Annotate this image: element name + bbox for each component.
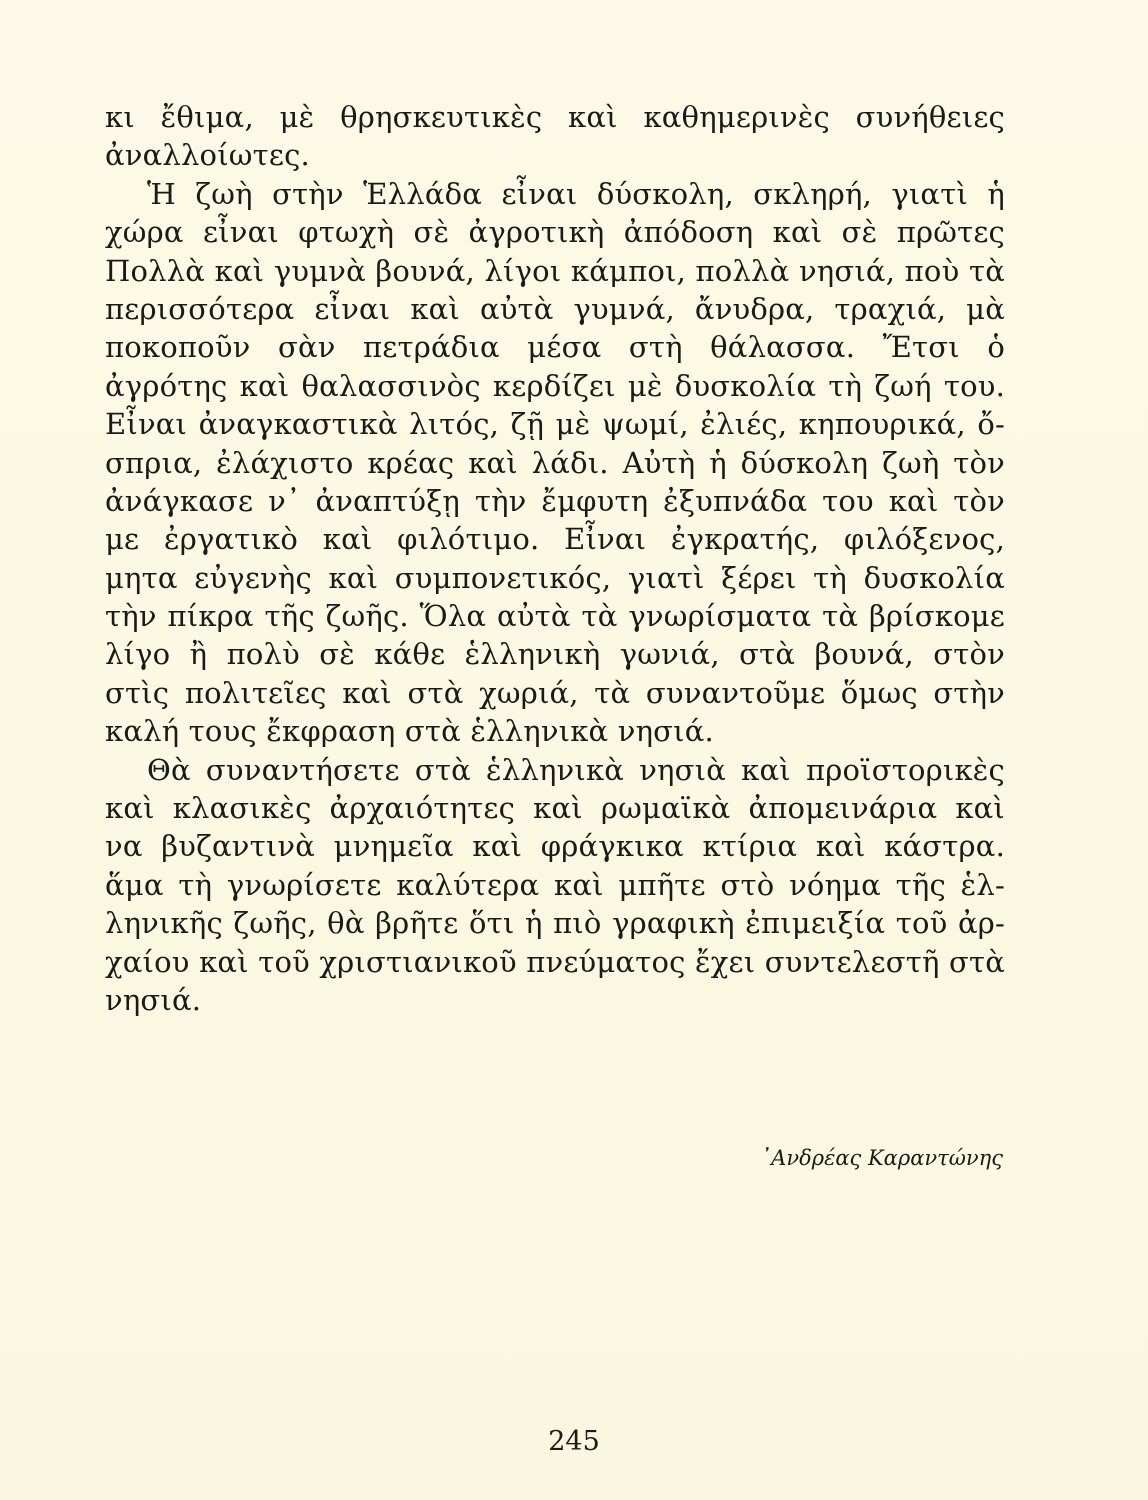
text-line: περισσότερα εἶναι καὶ αὐτὰ γυμνά, ἄνυδρα, τραχιά, μὰ: [105, 291, 1005, 326]
text-line: ἀνάγκασε ν᾽ ἀναπτύξῃ τὴν ἔμφυτη ἐξυπνάδα του καὶ τὸν: [105, 483, 1005, 518]
text-line: καλή τους ἔκφραση στὰ ἑλληνικὰ νησιά.: [105, 714, 714, 749]
text-line: μητα εὐγενὴς καὶ συμπονετικός, γιατὶ ξέρει τὴ δυσκολία: [105, 560, 1005, 595]
text-line: νησιά.: [105, 982, 202, 1017]
text-line: ἀγρότης καὶ θαλασσινὸς κερδίζει μὲ δυσκολία τὴ ζωή του.: [105, 368, 1005, 403]
text-line: χώρα εἶναι φτωχὴ σὲ ἀγροτικὴ ἀπόδοση καὶ σὲ πρῶτες: [105, 215, 1005, 250]
body-text: [105, 98, 1005, 1019]
text-line: Ἡ ζωὴ στὴν Ἑλλάδα εἶναι δύσκολη, σκληρή, γιατὶ ἡ: [147, 176, 1005, 211]
text-line: ἅμα τὴ γνωρίσετε καλύτερα καὶ μπῆτε στὸ νόημα τῆς ἑλ-: [105, 867, 1005, 902]
text-line: να βυζαντινὰ μνημεῖα καὶ φράγκικα κτίρια καὶ κάστρα.: [105, 829, 1005, 864]
text-line: σπρια, ἐλάχιστο κρέας καὶ λάδι. Αὐτὴ ἡ δύσκολη ζωὴ τὸν: [105, 445, 1005, 480]
text-line: στὶς πολιτεῖες καὶ στὰ χωριά, τὰ συναντοῦμε ὅμως στὴν: [105, 675, 1005, 710]
text-line: ποκοποῦν σὰν πετράδια μέσα στὴ θάλασσα. Ἔτσι ὁ: [105, 330, 1005, 365]
text-line: με ἐργατικὸ καὶ φιλότιμο. Εἶναι ἐγκρατής, φιλόξενος,: [105, 522, 1005, 557]
author-signature: ᾿Ανδρέας Καραντώνης: [760, 1146, 1003, 1170]
text-line: Πολλὰ καὶ γυμνὰ βουνά, λίγοι κάμποι, πολλὰ νησιά, ποὺ τὰ: [105, 253, 1005, 288]
text-line: ἀναλλοίωτες.: [105, 138, 310, 173]
text-line: Εἶναι ἀναγκαστικὰ λιτός, ζῇ μὲ ψωμί, ἐλιές, κηπουρικά, ὄ-: [105, 407, 1005, 442]
text-line: κι ἔθιμα, μὲ θρησκευτικὲς καὶ καθημερινὲς συνήθειες: [105, 100, 1005, 134]
text-line: ληνικῆς ζωῆς, θὰ βρῆτε ὅτι ἡ πιὸ γραφικὴ ἐπιμειξία τοῦ ἀρ-: [105, 906, 1005, 941]
page-number: 245: [548, 1426, 600, 1457]
text-line: Θὰ συναντήσετε στὰ ἑλληνικὰ νησιὰ καὶ προϊστορικὲς: [147, 752, 1005, 787]
text-line: χαίου καὶ τοῦ χριστιανικοῦ πνεύματος ἔχει συντελεστῆ στὰ: [105, 944, 1005, 979]
text-line: καὶ κλασικὲς ἀρχαιότητες καὶ ρωμαϊκὰ ἀπομεινάρια καὶ: [105, 791, 1005, 826]
text-line: λίγο ἢ πολὺ σὲ κάθε ἑλληνικὴ γωνιά, στὰ βουνά, στὸν: [105, 637, 1005, 672]
text-line: τὴν πίκρα τῆς ζωῆς. Ὅλα αὐτὰ τὰ γνωρίσματα τὰ βρίσκομε: [105, 599, 1005, 634]
